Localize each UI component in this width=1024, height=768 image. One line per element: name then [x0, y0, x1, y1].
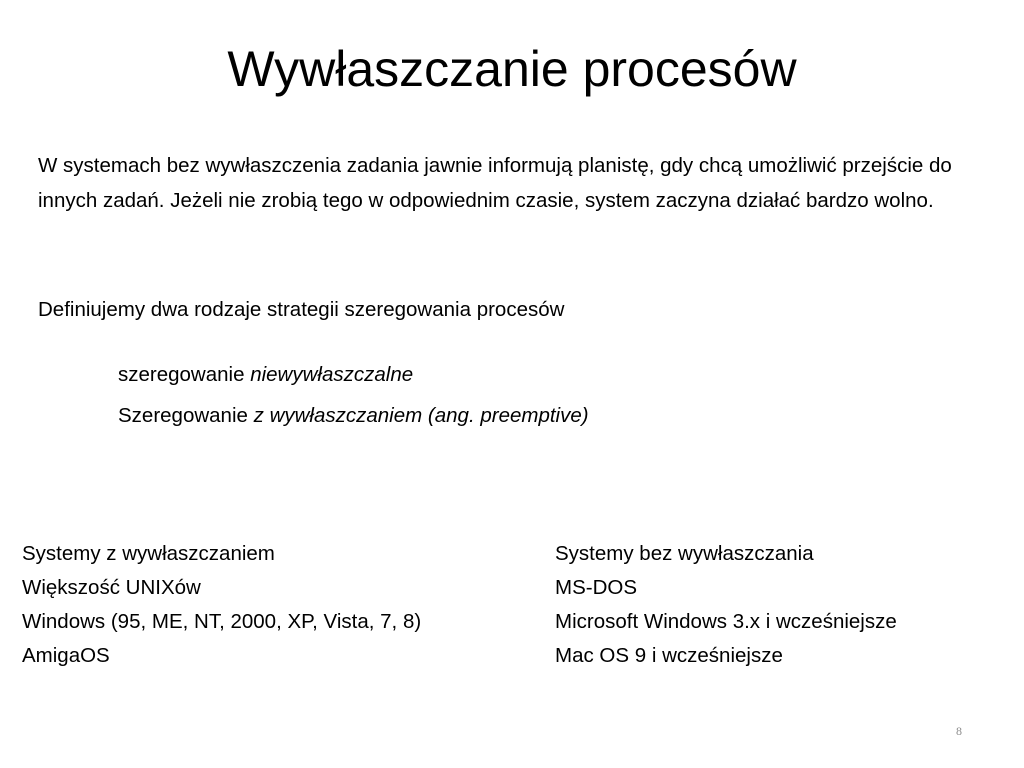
list-item: Windows (95, ME, NT, 2000, XP, Vista, 7, 8) [22, 610, 422, 633]
strategy-prefix: szeregowanie [118, 363, 251, 386]
list-item: Większość UNIXów [22, 576, 201, 599]
strategy-emphasis: z wywłaszczaniem (ang. preemptive) [253, 404, 589, 427]
non-preemptive-systems-list [555, 537, 897, 673]
strategy-preemptive [118, 401, 589, 431]
strategy-prefix: Szeregowanie [118, 404, 254, 427]
strategy-emphasis: niewywłaszczalne [250, 363, 414, 386]
strategy-non-preemptive [118, 360, 413, 390]
page-number: 8 [956, 724, 962, 738]
preemptive-systems-list [22, 537, 421, 673]
definition-paragraph: Definiujemy dwa rodzaje strategii szeregowania procesów [38, 298, 565, 321]
intro-paragraph: W systemach bez wywłaszczenia zadania jawnie informują planistę, gdy chcą umożliwić przejście do innych zadań. Jeżeli nie zrobią tego w odpowiednim czasie, system zaczyna działać bardzo wolno. [38, 154, 952, 212]
list-item: Microsoft Windows 3.x i wcześniejsze [555, 610, 897, 633]
column-heading: Systemy bez wywłaszczania [555, 542, 814, 565]
slide-title: Wywłaszczanie procesów [227, 41, 797, 97]
list-item: AmigaOS [22, 644, 110, 667]
list-item: MS-DOS [555, 576, 637, 599]
list-item: Mac OS 9 i wcześniejsze [555, 644, 783, 667]
column-heading: Systemy z wywłaszczaniem [22, 542, 275, 565]
